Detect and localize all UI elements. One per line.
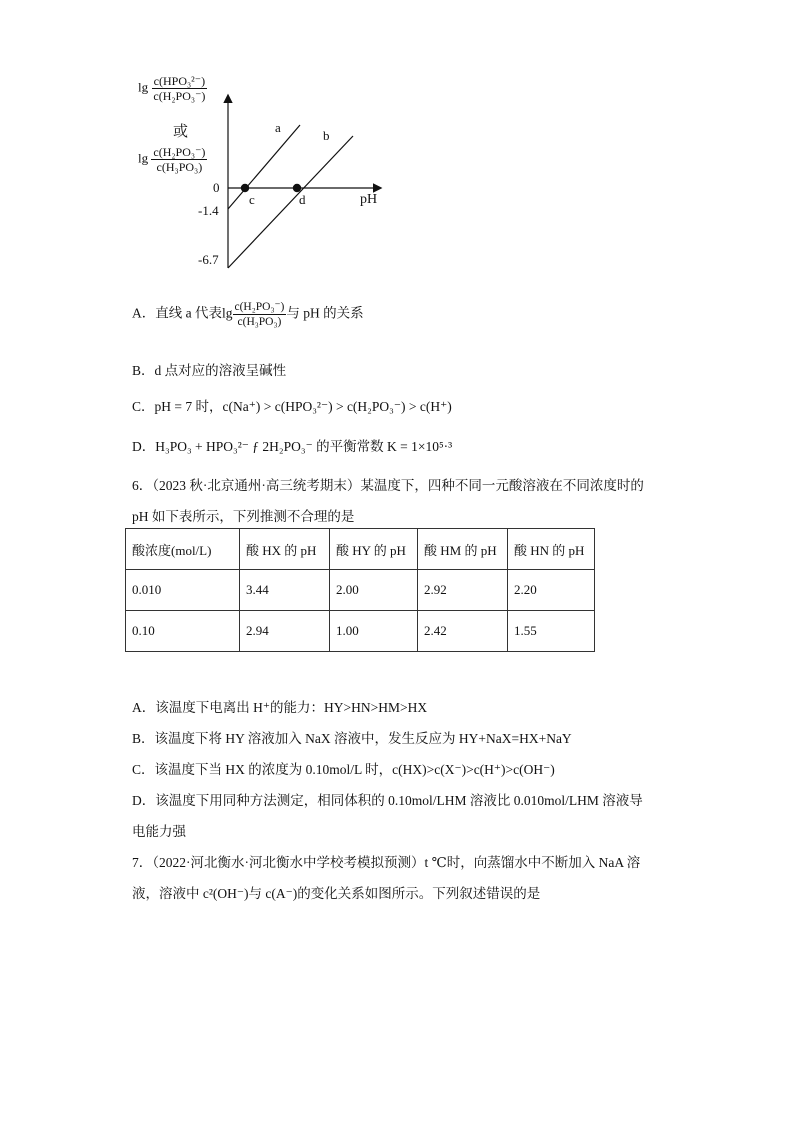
lg-prefix: lg (138, 150, 149, 166)
line-b (228, 136, 353, 268)
graph-svg (0, 0, 794, 300)
q6-option-d-line2: 电能力强 (132, 824, 186, 839)
fraction (233, 300, 287, 329)
fraction-numerator: c(H₂PO₃⁻) (153, 145, 206, 159)
fraction-numerator: c(H₂PO₃⁻) (234, 301, 285, 313)
fraction-numerator: c(HPO₃²⁻) (153, 74, 206, 88)
q6-option-b: B．该温度下将 HY 溶液加入 NaX 溶液中，发生反应为 HY+NaX=HX+NaY (132, 731, 572, 746)
option-a-suffix: 与 pH 的关系 (286, 305, 364, 321)
tick-minus-1-4: -1.4 (198, 203, 219, 218)
table-header-cell: 酸浓度(mol/L) (126, 529, 240, 570)
line-a-label: a (275, 120, 281, 135)
table-header-row (126, 529, 595, 570)
tick-zero: 0 (213, 180, 220, 195)
q7-stem-line2: 液，溶液中 c²(OH⁻)与 c(A⁻)的变化关系如图所示。下列叙述错误的是 (132, 886, 541, 901)
table-cell: 2.00 (330, 570, 418, 611)
q6-option-d-line1: D．该温度下用同种方法测定，相同体积的 0.10mol/LHM 溶液比 0.010mol/LHM 溶液导 (132, 793, 643, 808)
table-header-cell: 酸 HM 的 pH (418, 529, 508, 570)
table-cell: 1.00 (330, 611, 418, 652)
table-header-cell: 酸 HX 的 pH (240, 529, 330, 570)
fraction-denominator: c(H₂PO₃⁻) (153, 89, 206, 103)
tick-minus-6-7: -6.7 (198, 252, 219, 267)
table-header-cell: 酸 HN 的 pH (508, 529, 595, 570)
q6-option-c: C．该温度下当 HX 的浓度为 0.10mol/L 时，c(HX)>c(X⁻)>c(H⁺)>c(OH⁻) (132, 762, 555, 777)
q5-option-c: C．pH = 7 时，c(Na⁺) > c(HPO₃²⁻) > c(H₂PO₃⁻) > c(H⁺) (132, 399, 452, 414)
lg-prefix: lg (138, 79, 149, 95)
line-a (228, 125, 300, 209)
table-cell: 2.94 (240, 611, 330, 652)
q5-option-d: D．H₃PO₃ + HPO₃²⁻ ƒ 2H₂PO₃⁻ 的平衡常数 K = 1×10⁵·³ (132, 439, 453, 454)
fraction-denominator: c(H₃PO₃) (156, 160, 203, 174)
point-d-label: d (299, 192, 306, 207)
table-cell: 0.10 (126, 611, 240, 652)
q5-option-a (132, 300, 364, 329)
point-c (241, 184, 249, 192)
x-axis-label: pH (360, 192, 378, 207)
y-axis-label-or: 或 (173, 124, 189, 140)
option-a-text: A．直线 a 代表lg (132, 305, 233, 321)
q6-option-a: A．该温度下电离出 H⁺的能力：HY>HN>HM>HX (132, 700, 428, 715)
table-cell: 2.20 (508, 570, 595, 611)
q5-option-b: B．d 点对应的溶液呈碱性 (132, 363, 287, 378)
q6-stem-line2: pH 如下表所示，下列推测不合理的是 (132, 509, 355, 524)
q7-stem-line1: 7．（2022·河北衡水·河北衡水中学校考模拟预测）t ℃时，向蒸馏水中不断加入 NaA 溶 (132, 855, 641, 870)
line-b-label: b (323, 128, 330, 143)
table-cell: 1.55 (508, 611, 595, 652)
table-cell: 2.92 (418, 570, 508, 611)
acid-ph-table (125, 528, 595, 652)
q6-stem-line1: 6．（2023 秋·北京通州·高三统考期末）某温度下，四种不同一元酸溶液在不同浓度时的 (132, 478, 644, 493)
point-c-label: c (249, 192, 255, 207)
table-cell: 3.44 (240, 570, 330, 611)
fraction-denominator: c(H₃PO₃) (237, 316, 282, 328)
table-row (126, 611, 595, 652)
table-row (126, 570, 595, 611)
point-d (293, 184, 301, 192)
table-cell: 0.010 (126, 570, 240, 611)
table-header-cell: 酸 HY 的 pH (330, 529, 418, 570)
table-cell: 2.42 (418, 611, 508, 652)
